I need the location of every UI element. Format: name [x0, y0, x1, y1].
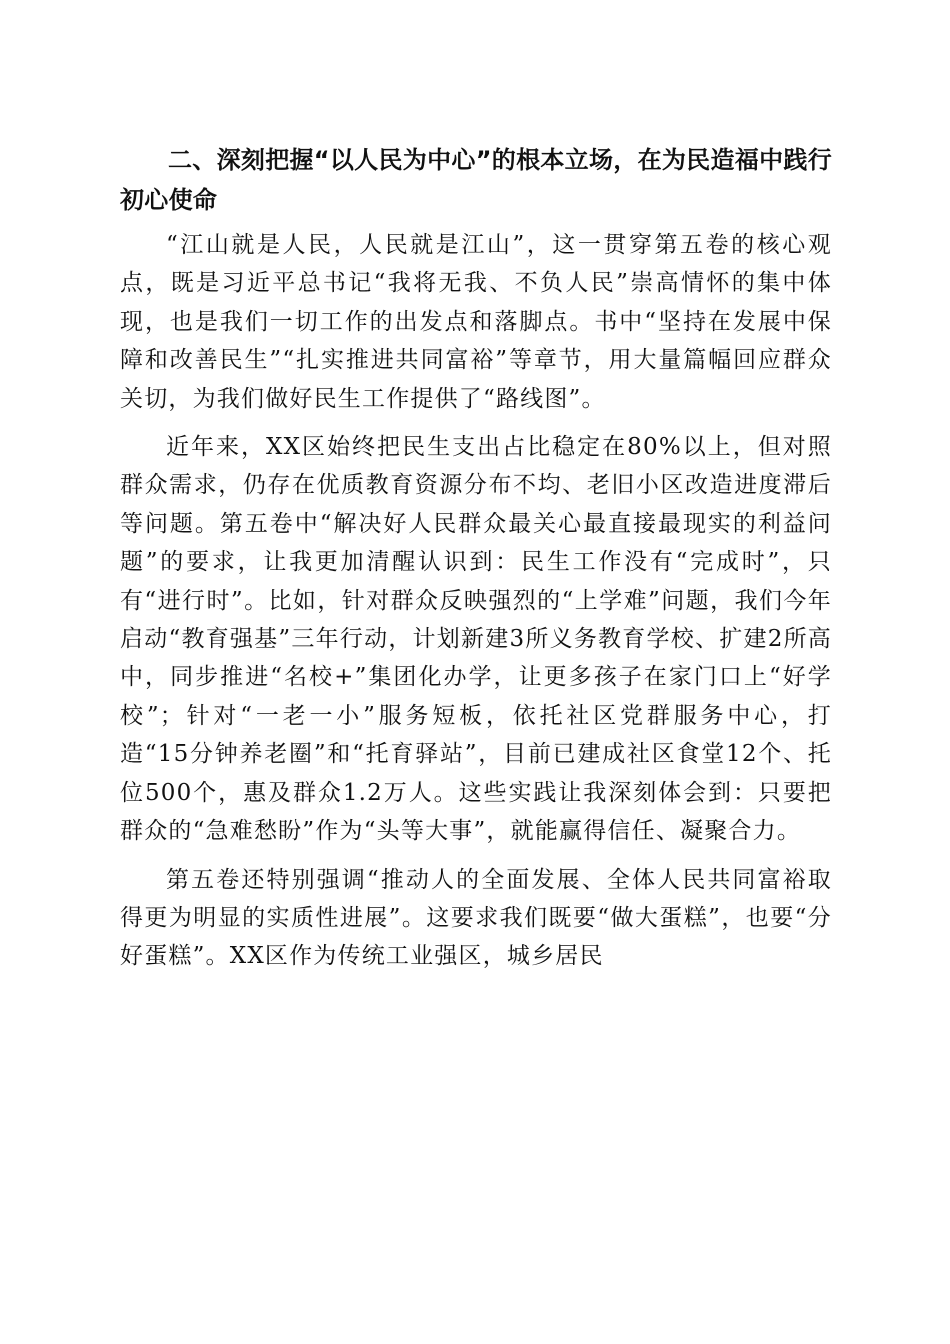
document-body — [120, 140, 832, 976]
paragraph-common-prosperity: 第五卷还特别强调“推动人的全面发展、全体人民共同富裕取得更为明显的实质性进展”。这要求我们既要“做大蛋糕”，也要“分好蛋糕”。XX区作为传统工业强区，城乡居民 — [120, 866, 832, 970]
paragraph-core-viewpoint: “江山就是人民，人民就是江山”，这一贯穿第五卷的核心观点，既是习近平总书记“我将无我、不负人民”崇高情怀的集中体现，也是我们一切工作的出发点和落脚点。书中“坚持在发展中保障和改善民生”“扎实推进共同富裕”等章节，用大量篇幅回应群众关切，为我们做好民生工作提供了“路线图”。 — [120, 232, 832, 412]
paragraph-local-practice: 近年来，XX区始终把民生支出占比稳定在80%以上，但对照群众需求，仍存在优质教育资源分布不均、老旧小区改造进度滞后等问题。第五卷中“解决好人民群众最关心最直接最现实的利益问题”的要求，让我更加清醒认识到：民生工作没有“完成时”，只有“进行时”。比如，针对群众反映强烈的“上学难”问题，我们今年启动“教育强基”三年行动，计划新建3所义务教育学校、扩建2所高中，同步推进“名校+”集团化办学，让更多孩子在家门口上“好学校”；针对“一老一小”服务短板，依托社区党群服务中心，打造“15分钟养老圈”和“托育驿站”，目前已建成社区食堂12个、托位500个，惠及群众1.2万人。这些实践让我深刻体会到：只要把群众的“急难愁盼”作为“头等大事”，就能赢得信任、凝聚合力。 — [120, 434, 832, 845]
section-heading: 二、深刻把握“以人民为中心”的根本立场，在为民造福中践行初心使命 — [120, 146, 832, 214]
